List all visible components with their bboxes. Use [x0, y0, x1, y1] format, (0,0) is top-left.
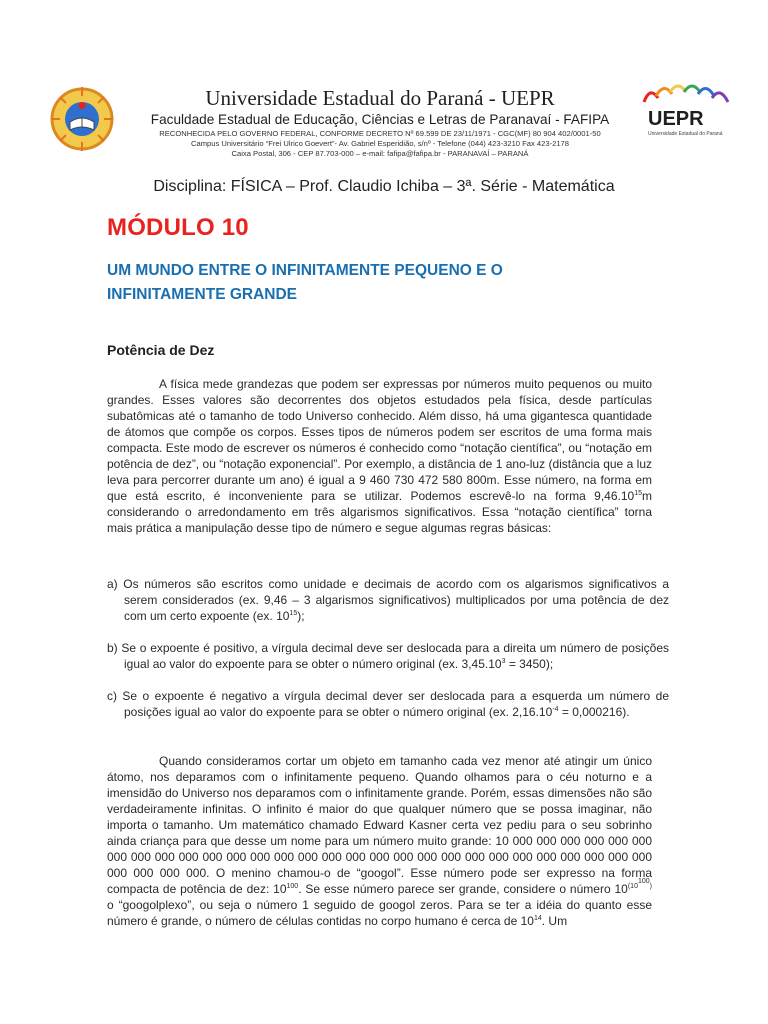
mailbox-line: Caixa Postal, 306 - CEP 87.703-000 – e-mail: fafipa@fafipa.br - PARANAVAÍ – PARANÁ	[231, 149, 529, 158]
rule-c: c) Se o expoente é negativo a vírgula decimal dever ser deslocada para a esquerda um número de posições igual ao valor do expoente para se obter o número original (ex. $2,16.10^{-4} = 0,000216$).	[107, 689, 669, 719]
campus-line: Campus Universitário “Frei Ulrico Goevert”- Av. Gabriel Esperidião, s/nº - Telefone (044) 423-3210 Fax 423-2178	[191, 139, 569, 148]
uepr-logo-caption: Universidade Estadual do Paraná	[648, 131, 723, 137]
uepr-logo-text: UEPR	[648, 108, 704, 130]
university-name: Universidade Estadual do Paraná - UEPR	[205, 86, 555, 110]
uepr-logo	[636, 80, 736, 140]
university-crest-logo	[48, 84, 116, 154]
rule-b: b) Se o expoente é positivo, a vírgula decimal deve ser deslocada para a direita um número de posições igual ao valor do expoente para se obter o número original (ex. $3,45.10^3 = 3450$);	[107, 641, 669, 671]
faculty-name: Faculdade Estadual de Educação, Ciências e Letras de Paranavaí - FAFIPA	[150, 112, 610, 127]
section-title: Potência de Dez	[107, 342, 215, 358]
module-subtitle: UM MUNDO ENTRE O INFINITAMENTE PEQUENO E O INFINITAMENTE GRANDE	[107, 262, 503, 303]
module-title: MÓDULO 10	[107, 214, 249, 241]
paragraph-1: A física mede grandezas que podem ser expressas por números muito pequenos ou muito grandes. Esses valores são decorrentes dos objetos estudados pela física, desde partículas subatômicas até o tamanho de todo Universo conhecido. Além disso, há uma gigantesca quantidade de átomos que compõe os corpos. Esses tipos de números podem ser escritos de uma forma mais compacta. Este modo de escrever os números é conhecido como “notação científica”, ou “notação em potência de dez”, ou “notação exponencial”. Por exemplo, a distância de 1 ano-luz (distância que a luz leva para percorrer durante um ano) é igual a 9 460 730 472 580 800m. Esse número, na forma em que está escrito, é inconveniente para se utilizar. Podemos escrevê-lo na forma 9,46.10$^{15}$m considerando o arredondamento em três algarismos significativos. Essa “notação científica” torna mais prática a manipulação desse tipo de número e segue algumas regras básicas:	[107, 377, 652, 535]
rule-a: a) Os números são escritos como unidade e decimais de acordo com os algarismos significativos a serem considerados (ex. 9,46 – 3 algarismos significativos) multiplicados por uma potência de dez com um certo expoente (ex. $10^{15}$);	[107, 577, 669, 623]
letterhead	[110, 86, 650, 159]
paragraph-2: Quando consideramos cortar um objeto em tamanho cada vez menor até atingir um único átomo, nos deparamos com o infinitamente pequeno. Quando olhamos para o céu noturno e a imensidão do Universo nos deparamos com o infinitamente grande. Porém, essas dimensões não são verdadeiramente infinitas. O infinito é maior do que qualquer número que se possa imaginar, não importa o tamanho. Um matemático chamado Edward Kasner certa vez pediu para o seu sobrinho ainda criança para que desse um nome para um número muito grande: 10 000 000 000 000 000 000 000 000 000 000 000 000 000 000 000 000 000 000 000 000 000 000 000 000 000 000 000 000 000 000 000 000 000. O menino chamou-o de “googol”. Esse número pode ser expresso na forma compacta de potência de dez: $10^{100}$. Se esse número parece ser grande, considere o número $10^{(10^{100})}$ o “googolplexo”, ou seja o número 1 seguido de googol zeros. Para se ter a idéia do quanto esse número é grande, o número de células contidas no corpo humano é cerca de $10^{14}$. Um	[107, 754, 652, 928]
discipline-line: Disciplina: FÍSICA – Prof. Claudio Ichiba – 3ª. Série - Matemática	[153, 178, 615, 195]
recognition-line: RECONHECIDA PELO GOVERNO FEDERAL, CONFORME DECRETO Nº 69.599 DE 23/11/1971 - CGC(MF) 80 904 402/0001-50	[159, 129, 601, 138]
